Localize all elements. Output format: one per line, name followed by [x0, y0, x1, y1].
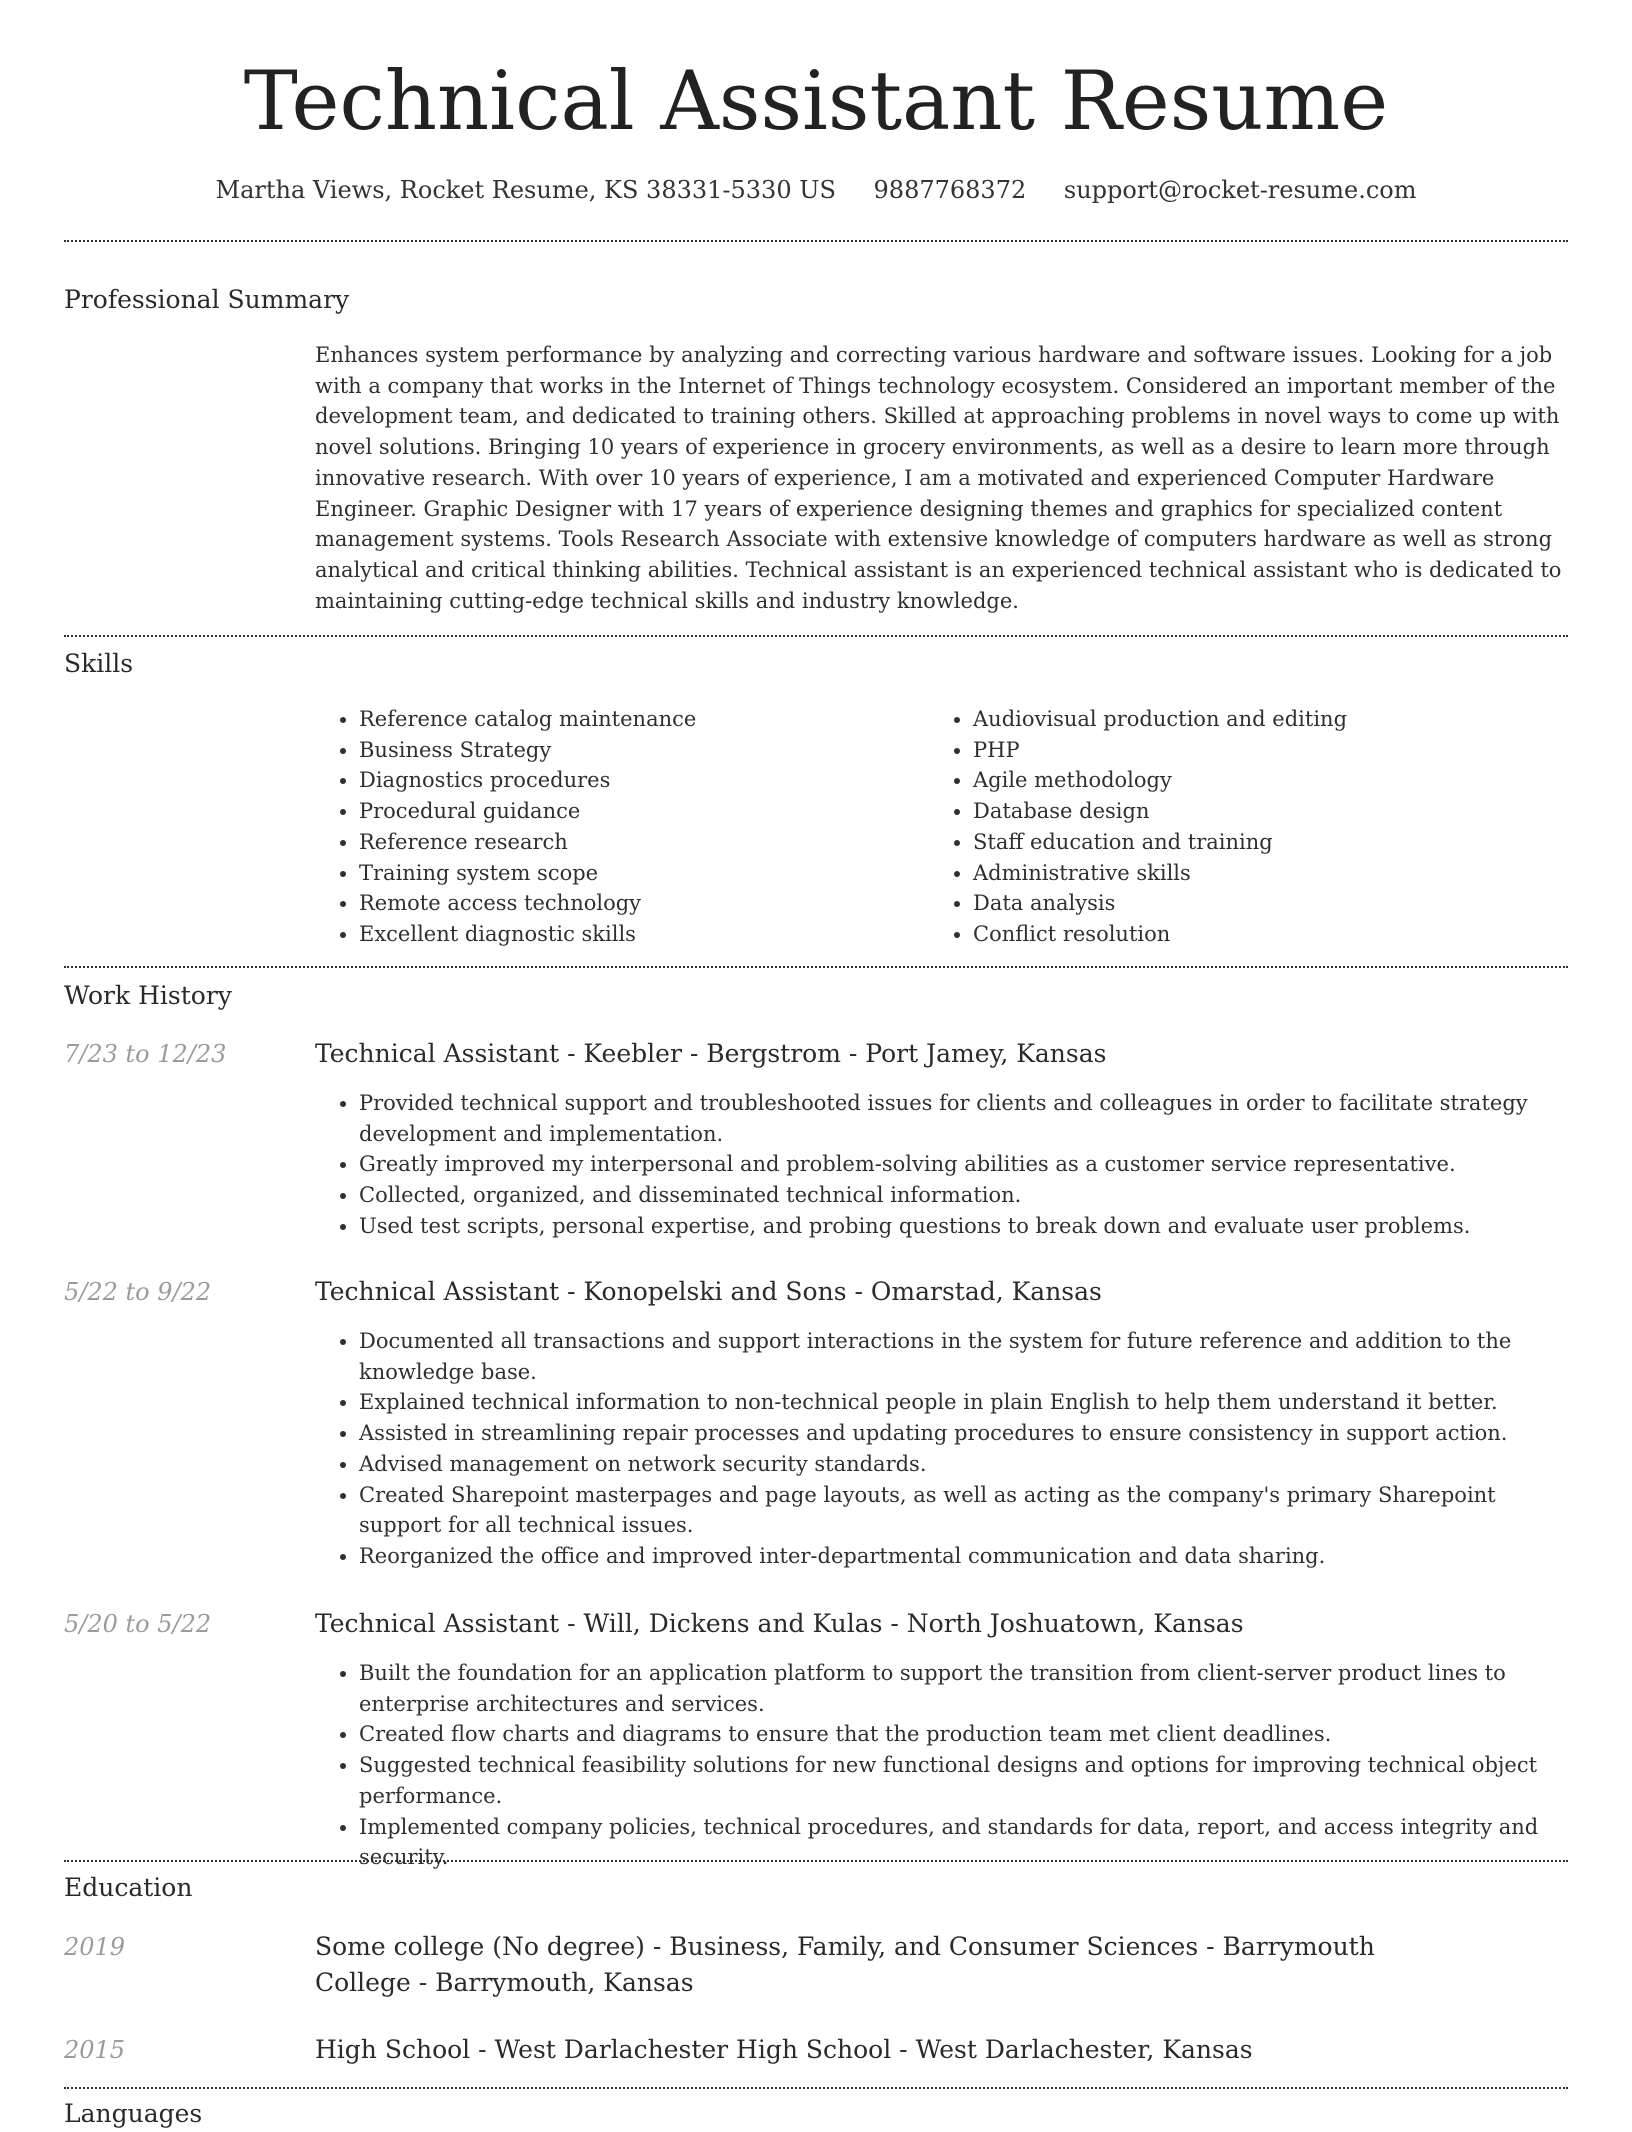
section-heading-work-history: Work History: [64, 981, 232, 1010]
job-bullet: • Reorganized the office and improved inter-departmental communication and data sharing.: [359, 1541, 1568, 1572]
skill-item: • Training system scope: [359, 858, 696, 889]
job-bullet: • Provided technical support and troubleshooted issues for clients and colleagues in order to facilitate strategy development and implementation.: [359, 1088, 1568, 1149]
job-bullets: [315, 1088, 1568, 1242]
job-bullet: • Used test scripts, personal expertise, and probing questions to break down and evaluate user problems.: [359, 1211, 1568, 1242]
job-bullet: • Created Sharepoint masterpages and page layouts, as well as acting as the company's primary Sharepoint support for all technical issues.: [359, 1480, 1568, 1541]
skill-item: • Database design: [973, 796, 1347, 827]
skill-item: • PHP: [973, 735, 1347, 766]
page-title: Technical Assistant Resume: [243, 55, 1389, 149]
job-dates: 7/23 to 12/23: [64, 1040, 227, 1068]
skill-item: • Reference catalog maintenance: [359, 704, 696, 735]
job-bullet: • Suggested technical feasibility solutions for new functional designs and options for improving technical object performance.: [359, 1750, 1568, 1811]
divider: [64, 1860, 1568, 1862]
summary-text: Enhances system performance by analyzing and correcting various hardware and software issues. Looking for a job with a company that works in the Internet of Things technology ecosystem. Considered an important member of the development team, and dedicated to training others. Skilled at approaching problems in novel ways to come up with novel solutions. Bringing 10 years of experience in grocery environments, as well as a desire to learn more through innovative research. With over 10 years of experience, I am a motivated and experienced Computer Hardware Engineer. Graphic Designer with 17 years of experience designing themes and graphics for specialized content management systems. Tools Research Associate with extensive knowledge of computers hardware as well as strong analytical and critical thinking abilities. Technical assistant is an experienced technical assistant who is dedicated to maintaining cutting-edge technical skills and industry knowledge.: [315, 343, 1562, 613]
contact-address: Martha Views, Rocket Resume, KS 38331-5330 US: [215, 176, 836, 204]
job-bullets: [315, 1326, 1568, 1572]
section-heading-education: Education: [64, 1873, 193, 1902]
education-year: 2019: [64, 1933, 126, 1961]
job-dates: 5/20 to 5/22: [64, 1610, 212, 1638]
job-bullet: • Documented all transactions and support interactions in the system for future reference and addition to the knowledge base.: [359, 1326, 1568, 1387]
skill-item: • Excellent diagnostic skills: [359, 919, 696, 950]
skill-item: • Agile methodology: [973, 765, 1347, 796]
skill-item: • Business Strategy: [359, 735, 696, 766]
section-heading-summary: Professional Summary: [64, 285, 350, 314]
job-bullet: • Collected, organized, and disseminated technical information.: [359, 1180, 1568, 1211]
skill-item: • Diagnostics procedures: [359, 765, 696, 796]
job-title: Technical Assistant - Will, Dickens and Kulas - North Joshuatown, Kansas: [315, 1609, 1244, 1638]
skill-item: • Audiovisual production and editing: [973, 704, 1347, 735]
skill-item: • Staff education and training: [973, 827, 1347, 858]
divider: [64, 240, 1568, 242]
contact-phone: 9887768372: [873, 176, 1027, 204]
skills-list-left: [315, 704, 696, 950]
section-heading-languages: Languages: [64, 2099, 203, 2128]
skill-item: • Data analysis: [973, 888, 1347, 919]
job-bullet: • Created flow charts and diagrams to ensure that the production team met client deadlines.: [359, 1719, 1568, 1750]
job-bullet: • Built the foundation for an application platform to support the transition from client-server product lines to enterprise architectures and services.: [359, 1658, 1568, 1719]
divider: [64, 966, 1568, 968]
job-bullets: [315, 1658, 1568, 1873]
divider: [64, 635, 1568, 637]
education-title: Some college (No degree) - Business, Family, and Consumer Sciences - Barrymouth College - Barrymouth, Kansas: [315, 1932, 1375, 1997]
skills-list-right: [929, 704, 1347, 950]
contact-email: support@rocket-resume.com: [1063, 176, 1417, 204]
job-dates: 5/22 to 9/22: [64, 1278, 212, 1306]
job-bullet: • Greatly improved my interpersonal and problem-solving abilities as a customer service representative.: [359, 1149, 1568, 1180]
skill-item: • Procedural guidance: [359, 796, 696, 827]
job-bullet: • Explained technical information to non-technical people in plain English to help them understand it better.: [359, 1387, 1568, 1418]
education-year: 2015: [64, 2036, 126, 2064]
divider: [64, 2087, 1568, 2089]
skill-item: • Conflict resolution: [973, 919, 1347, 950]
contact-line: [0, 170, 1632, 210]
job-title: Technical Assistant - Konopelski and Sons - Omarstad, Kansas: [315, 1277, 1102, 1306]
job-title: Technical Assistant - Keebler - Bergstrom - Port Jamey, Kansas: [315, 1039, 1107, 1068]
skill-item: • Reference research: [359, 827, 696, 858]
job-bullet: • Assisted in streamlining repair processes and updating procedures to ensure consistency in support action.: [359, 1418, 1568, 1449]
skill-item: • Remote access technology: [359, 888, 696, 919]
job-bullet: • Implemented company policies, technical procedures, and standards for data, report, and access integrity and security.: [359, 1812, 1568, 1873]
skill-item: • Administrative skills: [973, 858, 1347, 889]
section-heading-skills: Skills: [64, 649, 134, 678]
job-bullet: • Advised management on network security standards.: [359, 1449, 1568, 1480]
education-title: High School - West Darlachester High School - West Darlachester, Kansas: [315, 2035, 1253, 2064]
